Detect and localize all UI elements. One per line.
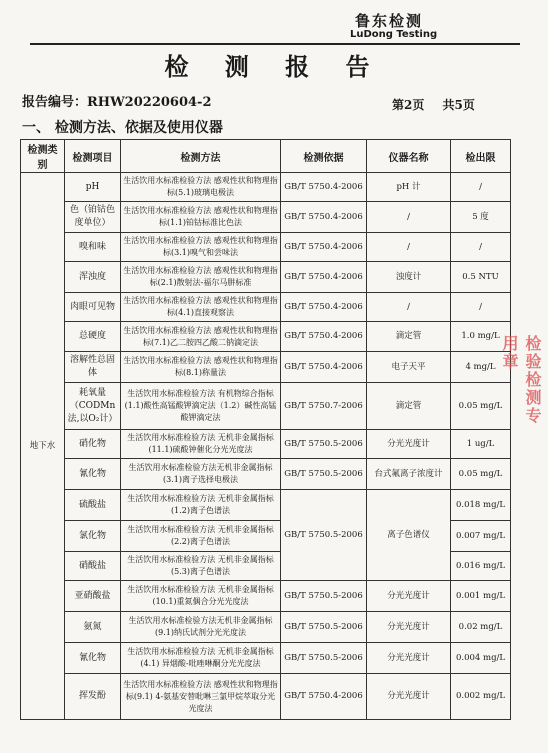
table-row xyxy=(21,383,511,430)
table-row xyxy=(21,233,511,262)
basis-cell: GB/T 5750.5-2006 xyxy=(281,612,367,643)
method-cell: 生活饮用水标准检验方法无机非金属指标(3.1)离子选择电极法 xyxy=(121,459,281,490)
header-limit: 检出限 xyxy=(451,140,511,173)
item-cell: 硝化物 xyxy=(65,430,121,459)
report-number: 报告编号：RHW20220604-2 xyxy=(22,95,212,110)
method-cell: 生活饮用水标准检验方法 有机物综合指标(1.1)酸性高锰酸钾滴定法（1.2）碱性高锰酸钾滴定法 xyxy=(121,383,281,430)
method-cell: 生活饮用水标准检验方法无机非金属指标(9.1)纳氏试剂分光光度法 xyxy=(121,612,281,643)
method-cell: 生活饮用水标准检验方法 无机非金属指标(5.3)离子色谱法 xyxy=(121,552,281,581)
instrument-cell: / xyxy=(367,202,451,233)
limit-cell: 0.05 mg/L xyxy=(451,383,511,430)
item-cell: pH xyxy=(65,173,121,202)
instrument-cell: 分光光度计 xyxy=(367,674,451,720)
item-cell: 溶解性总固体 xyxy=(65,352,121,383)
basis-cell: GB/T 5750.4-2006 xyxy=(281,173,367,202)
header-instrument: 仪器名称 xyxy=(367,140,451,173)
limit-cell: 0.05 mg/L xyxy=(451,459,511,490)
basis-cell: GB/T 5750.4-2006 xyxy=(281,674,367,720)
table-row xyxy=(21,262,511,293)
limit-cell: 1.0 mg/L xyxy=(451,322,511,352)
basis-cell: GB/T 5750.4-2006 xyxy=(281,322,367,352)
method-cell: 生活饮用水标准检验方法 感观性状和物理指标(1.1)铂钴标准比色法 xyxy=(121,202,281,233)
limit-cell: 5 度 xyxy=(451,202,511,233)
limit-cell: / xyxy=(451,293,511,322)
report-title: 检 测 报 告 xyxy=(164,52,384,81)
method-table xyxy=(20,139,511,720)
table-row xyxy=(21,430,511,459)
brand-name-en: LuDong Testing xyxy=(350,29,438,40)
section-title: 一、 检测方法、依据及使用仪器 xyxy=(22,120,223,136)
limit-cell: 4 mg/L xyxy=(451,352,511,383)
limit-cell: 0.002 mg/L xyxy=(451,674,511,720)
item-cell: 总硬度 xyxy=(65,322,121,352)
table-row xyxy=(21,459,511,490)
basis-cell: GB/T 5750.4-2006 xyxy=(281,293,367,322)
limit-cell: 0.001 mg/L xyxy=(451,581,511,612)
table-row xyxy=(21,293,511,322)
item-cell: 亚硝酸盐 xyxy=(65,581,121,612)
method-cell: 生活饮用水标准检验方法 感观性状和物理指标(2.1)散射法-福尔马肼标准 xyxy=(121,262,281,293)
method-cell: 生活饮用水标准检验方法 感观性状和物理指标(9.1) 4-氨基安替吡啉三氯甲烷萃取分光光度法 xyxy=(121,674,281,720)
item-cell: 氯化物 xyxy=(65,521,121,552)
limit-cell: / xyxy=(451,173,511,202)
instrument-cell: / xyxy=(367,293,451,322)
table-row xyxy=(21,643,511,674)
basis-cell: GB/T 5750.4-2006 xyxy=(281,233,367,262)
instrument-cell: 浊度计 xyxy=(367,262,451,293)
instrument-cell: 滴定管 xyxy=(367,383,451,430)
header-basis: 检测依据 xyxy=(281,140,367,173)
header-category: 检测类别 xyxy=(21,140,65,173)
item-cell: 耗氧量（CODMn法,以O₂计） xyxy=(65,383,121,430)
header-method: 检测方法 xyxy=(121,140,281,173)
limit-cell: 0.018 mg/L xyxy=(451,490,511,521)
instrument-cell: 离子色谱仪 xyxy=(367,490,451,581)
item-cell: 浑浊度 xyxy=(65,262,121,293)
method-cell: 生活饮用水标准检验方法 感观性状和物理指标(8.1)称量法 xyxy=(121,352,281,383)
instrument-cell: 分光光度计 xyxy=(367,643,451,674)
brand-name-cn: 鲁东检测 xyxy=(355,12,424,30)
item-cell: 色（铂钴色度单位） xyxy=(65,202,121,233)
seal-stamp: 检验检测专用章 xyxy=(500,335,542,425)
method-cell: 生活饮用水标准检验方法 无机非金属指标(4.1) 异烟酸-吡唑啉酮分光光度法 xyxy=(121,643,281,674)
basis-cell: GB/T 5750.5-2006 xyxy=(281,490,367,581)
method-cell: 生活饮用水标准检验方法 感观性状和物理指标(5.1)玻璃电极法 xyxy=(121,173,281,202)
basis-cell: GB/T 5750.4-2006 xyxy=(281,202,367,233)
instrument-cell: 分光光度计 xyxy=(367,612,451,643)
item-cell: 氨氮 xyxy=(65,612,121,643)
table-row xyxy=(21,581,511,612)
table-row xyxy=(21,322,511,352)
item-cell: 硝酸盐 xyxy=(65,552,121,581)
limit-cell: 0.004 mg/L xyxy=(451,643,511,674)
table-row xyxy=(21,674,511,720)
method-cell: 生活饮用水标准检验方法 无机非金属指标(10.1)重氮偶合分光光度法 xyxy=(121,581,281,612)
method-cell: 生活饮用水标准检验方法 感观性状和物理指标(3.1)嗅气和尝味法 xyxy=(121,233,281,262)
limit-cell: 0.02 mg/L xyxy=(451,612,511,643)
method-cell: 生活饮用水标准检验方法 无机非金属指标(2.2)离子色谱法 xyxy=(121,521,281,552)
limit-cell: 0.016 mg/L xyxy=(451,552,511,581)
basis-cell: GB/T 5750.5-2006 xyxy=(281,643,367,674)
table-header-row xyxy=(21,140,511,173)
basis-cell: GB/T 5750.5-2006 xyxy=(281,430,367,459)
basis-cell: GB/T 5750.4-2006 xyxy=(281,262,367,293)
table-row xyxy=(21,352,511,383)
basis-cell: GB/T 5750.5-2006 xyxy=(281,459,367,490)
table-row xyxy=(21,173,511,202)
item-cell: 氰化物 xyxy=(65,459,121,490)
basis-cell: GB/T 5750.5-2006 xyxy=(281,581,367,612)
item-cell: 嗅和味 xyxy=(65,233,121,262)
item-cell: 肉眼可见物 xyxy=(65,293,121,322)
table-row xyxy=(21,202,511,233)
method-cell: 生活饮用水标准检验方法 无机非金属指标(1.2)离子色谱法 xyxy=(121,490,281,521)
instrument-cell: 滴定管 xyxy=(367,322,451,352)
instrument-cell: 分光光度计 xyxy=(367,430,451,459)
limit-cell: / xyxy=(451,233,511,262)
instrument-cell: / xyxy=(367,233,451,262)
method-cell: 生活饮用水标准检验方法 感观性状和物理指标(7.1)乙二胺四乙酸二钠滴定法 xyxy=(121,322,281,352)
instrument-cell: 分光光度计 xyxy=(367,581,451,612)
category-cell: 地下水 xyxy=(21,173,65,720)
method-cell: 生活饮用水标准检验方法 无机非金属指标(11.1)硫酸钟催化分光光度法 xyxy=(121,430,281,459)
instrument-cell: 电子天平 xyxy=(367,352,451,383)
table-row xyxy=(21,612,511,643)
header-item: 检测项目 xyxy=(65,140,121,173)
table-row xyxy=(21,490,511,521)
item-cell: 氰化物 xyxy=(65,643,121,674)
limit-cell: 1 ug/L xyxy=(451,430,511,459)
instrument-cell: pH 计 xyxy=(367,173,451,202)
page-indicator: 第2页 共5页 xyxy=(392,98,475,112)
item-cell: 硫酸盐 xyxy=(65,490,121,521)
basis-cell: GB/T 5750.4-2006 xyxy=(281,352,367,383)
limit-cell: 0.007 mg/L xyxy=(451,521,511,552)
instrument-cell: 台式氟离子浓度计 xyxy=(367,459,451,490)
limit-cell: 0.5 NTU xyxy=(451,262,511,293)
method-cell: 生活饮用水标准检验方法 感观性状和物理指标(4.1)直接观察法 xyxy=(121,293,281,322)
item-cell: 挥发酚 xyxy=(65,674,121,720)
basis-cell: GB/T 5750.7-2006 xyxy=(281,383,367,430)
header-divider xyxy=(30,43,520,45)
